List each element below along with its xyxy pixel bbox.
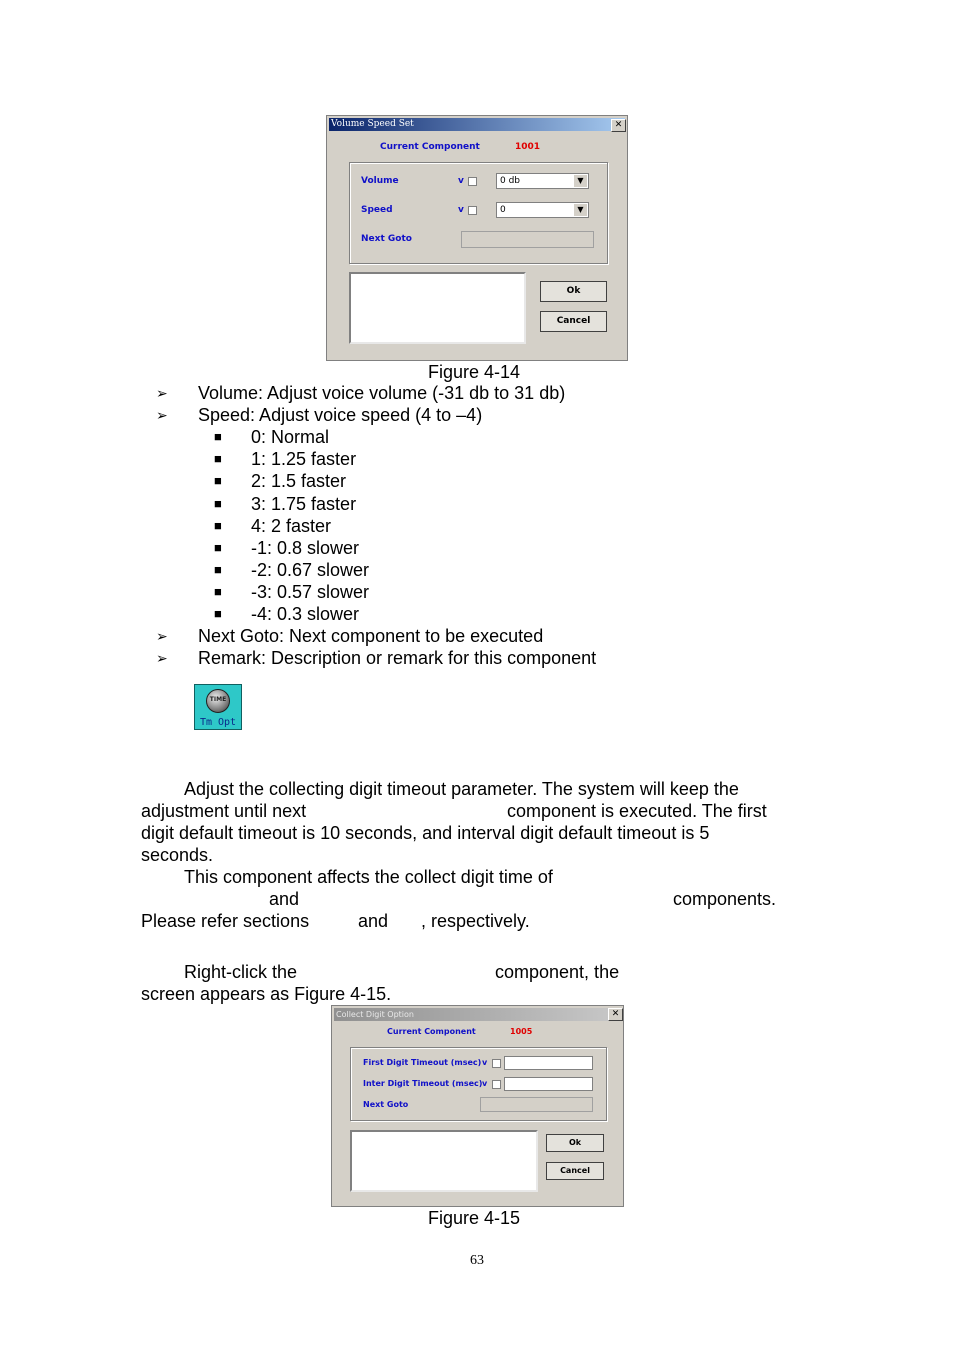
arrow-bullet-icon: ➢ <box>156 628 168 644</box>
bullet-volume: Volume: Adjust voice volume (-31 db to 31 db) <box>198 383 566 403</box>
arrow-bullet-icon: ➢ <box>156 407 168 423</box>
paragraph-line: components. <box>673 889 777 909</box>
page-number: 63 <box>470 1253 484 1268</box>
square-bullet-icon: ■ <box>214 496 222 511</box>
remark-textarea[interactable] <box>350 1130 538 1192</box>
next-goto-field <box>480 1097 593 1112</box>
remark-textarea[interactable] <box>349 272 526 344</box>
current-component-value: 1001 <box>515 142 541 152</box>
volume-speed-dialog <box>326 115 628 361</box>
arrow-bullet-icon: ➢ <box>156 650 168 666</box>
speed-item: -4: 0.3 slower <box>251 604 360 624</box>
paragraph-line: Right-click the <box>184 962 298 982</box>
paragraph-line: component, the <box>495 962 620 982</box>
chevron-down-icon[interactable]: ▼ <box>574 175 587 187</box>
current-component-label: Current Component <box>380 142 480 152</box>
square-bullet-icon: ■ <box>214 429 222 444</box>
first-digit-v-mark: v <box>482 1058 488 1067</box>
square-bullet-icon: ■ <box>214 473 222 488</box>
cancel-button[interactable]: Cancel <box>546 1162 604 1180</box>
square-bullet-icon: ■ <box>214 606 222 621</box>
inter-digit-timeout-label: Inter Digit Timeout (msec) <box>363 1079 483 1088</box>
paragraph-line: adjustment until next <box>141 801 307 821</box>
paragraph-line: seconds. <box>141 845 214 865</box>
speed-item: -2: 0.67 slower <box>251 560 370 580</box>
paragraph-line: and <box>358 911 389 931</box>
dialog-title: Volume Speed Set <box>331 119 414 129</box>
time-option-icon <box>194 684 242 730</box>
paragraph-line: component is executed. The first <box>507 801 767 821</box>
paragraph-line: digit default timeout is 10 seconds, and interval digit default timeout is 5 <box>141 823 710 843</box>
speed-checkbox[interactable] <box>468 206 477 215</box>
square-bullet-icon: ■ <box>214 540 222 555</box>
paragraph-line: Please refer sections <box>141 911 310 931</box>
figure-caption: Figure 4-15 <box>428 1208 521 1228</box>
arrow-bullet-icon: ➢ <box>156 385 168 401</box>
current-component-value: 1005 <box>510 1027 533 1036</box>
dialog-title: Collect Digit Option <box>336 1010 414 1019</box>
paragraph-line: screen appears as Figure 4-15. <box>141 984 392 1004</box>
volume-v-mark: v <box>458 176 464 186</box>
first-digit-checkbox[interactable] <box>492 1059 501 1068</box>
square-bullet-icon: ■ <box>214 451 222 466</box>
figure-caption: Figure 4-14 <box>428 362 521 382</box>
inter-digit-v-mark: v <box>482 1079 488 1088</box>
speed-item: 0: Normal <box>251 427 330 447</box>
close-icon[interactable]: ✕ <box>611 119 626 132</box>
inter-digit-timeout-input[interactable] <box>504 1077 593 1091</box>
speed-select[interactable] <box>496 202 589 218</box>
speed-item: 4: 2 faster <box>251 516 332 536</box>
bullet-speed: Speed: Adjust voice speed (4 to –4) <box>198 405 483 425</box>
ok-button[interactable]: Ok <box>540 281 607 302</box>
icon-top-text: TIME <box>209 696 227 703</box>
collect-digit-dialog <box>331 1005 624 1207</box>
volume-label: Volume <box>361 176 399 186</box>
paragraph-line: Adjust the collecting digit timeout parameter. The system will keep the <box>184 779 739 799</box>
speed-item: 1: 1.25 faster <box>251 449 357 469</box>
next-goto-label: Next Goto <box>363 1100 409 1109</box>
bullet-remark: Remark: Description or remark for this component <box>198 648 597 668</box>
current-component-label: Current Component <box>387 1027 476 1036</box>
paragraph-line: , respectively. <box>421 911 530 931</box>
square-bullet-icon: ■ <box>214 584 222 599</box>
close-icon[interactable]: ✕ <box>608 1008 623 1021</box>
next-goto-field <box>461 231 594 248</box>
speed-item: 2: 1.5 faster <box>251 471 347 491</box>
ok-button[interactable]: Ok <box>546 1134 604 1152</box>
next-goto-label: Next Goto <box>361 234 412 244</box>
speed-v-mark: v <box>458 205 464 215</box>
chevron-down-icon[interactable]: ▼ <box>574 204 587 216</box>
first-digit-timeout-label: First Digit Timeout (msec) <box>363 1058 482 1067</box>
bullet-next-goto: Next Goto: Next component to be executed <box>198 626 544 646</box>
speed-item: -1: 0.8 slower <box>251 538 360 558</box>
speed-select-value: 0 <box>500 205 506 215</box>
volume-select-value: 0 db <box>500 176 521 186</box>
dialog-title-bar <box>329 118 625 131</box>
square-bullet-icon: ■ <box>214 562 222 577</box>
inter-digit-checkbox[interactable] <box>492 1080 501 1089</box>
volume-checkbox[interactable] <box>468 177 477 186</box>
square-bullet-icon: ■ <box>214 518 222 533</box>
dialog-title-bar <box>334 1008 621 1021</box>
speed-item: 3: 1.75 faster <box>251 494 357 514</box>
volume-select[interactable] <box>496 173 589 189</box>
speed-label: Speed <box>361 205 393 215</box>
paragraph-line: This component affects the collect digit time of <box>184 867 553 887</box>
speed-item: -3: 0.57 slower <box>251 582 370 602</box>
cancel-button[interactable]: Cancel <box>540 311 607 332</box>
paragraph-line: and <box>269 889 300 909</box>
first-digit-timeout-input[interactable] <box>504 1056 593 1070</box>
icon-bottom-text: Tm Opt <box>199 717 237 728</box>
clock-icon <box>206 689 230 713</box>
